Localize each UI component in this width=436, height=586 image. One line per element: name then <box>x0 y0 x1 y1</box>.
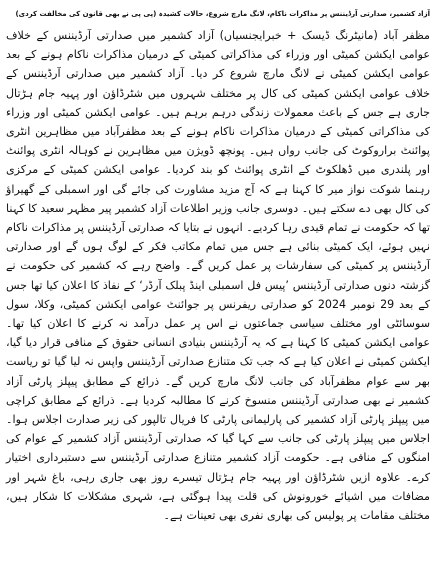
headline: آزاد کشمیر، صدارتی آرڈیننس پر مذاکرات ناکام، لانگ مارچ شروع، حالات کشیدہ (پی پی نے بھی قانون کی مخالفت کردی) <box>15 10 430 18</box>
article-text: مظفر آباد (مانیٹرنگ ڈیسک + خبرایجنسیاں) آزاد کشمیر میں صدارتی آرڈیننس کے خلاف عوامی ایکشن کمیٹی اور وزراء کی مذاکراتی کمیٹی کے درمیان مذاکرات ناکام ہونے کے بعد عوامی ایکشن کمیٹی نے لانگ مارچ شروع کر دیا۔ آزاد کشمیر میں صدارتی آرڈیننس کے خلاف عوامی ایکشن کمیٹی کی کال پر مختلف شہروں میں شٹرڈاؤن اور پہیہ جام ہڑتال جاری ہے جس کے باعث معمولات زندگی درہم برہم ہیں۔ عوامی ایکشن کمیٹی اور وزراء کی مذاکراتی کمیٹی کے درمیان مذاکرات ناکام ہونے کے بعد مظفرآباد میں مظاہرین انٹری پوائنٹ براروکوٹ کی جانب رواں ہیں۔ پونچھ ڈویژن میں مظاہرین نے کوہالہ انٹری پوائنٹ اور پلندری میں ڈھلکوٹ کے انٹری پوائنٹ کو بند کردیا۔ عوامی ایکشن کمیٹی کے مرکزی رہنما شوکت نواز میر کا کہنا ہے کہ آج مزید مشاورت کی جائے گی اور اسمبلی کے گھیراؤ کی کال بھی دے سکتے ہیں۔ دوسری جانب وزیر اطلاعات آزاد کشمیر پیر مظہر سعید کا کہنا تھا کہ حکومت نے تمام قیدی رہا کردیے۔ انہوں نے بتایا کہ صدارتی آرڈیننس پر مذاکرات ناکام نہیں ہوئے، ایک کمیٹی بنائی ہے جس میں تمام مکاتب فکر کے لوگ ہوں گے اور صدارتی آرڈیننس پر کمیٹی کی سفارشات پر عمل کریں گے۔ واضح رہے کہ کشمیر کی حکومت نے گزشتہ دنوں صدارتی آرڈیننس ’پیس فل اسمبلی اینڈ پبلک آرڈر‘ کے نفاذ کا اعلان کیا تھا جس کے بعد 29 نومبر 2024 کو صدارتی ریفرنس پر جوائنٹ عوامی ایکشن کمیٹی، وکلا، سول سوسائٹی اور مختلف سیاسی جماعتوں نے اس پر عمل درآمد نہ کرنے کا اعلان کیا تھا۔ عوامی ایکشن کمیٹی کا کہنا ہے کہ یہ آرڈیننس بنیادی انسانی حقوق کے منافی قرار دیا گیا، ایکشن کمیٹی نے اعلان کیا ہے کہ جب تک متنازع صدارتی آرڈیننس واپس نہ لیا گیا تو ریاست بھر سے عوام مظفرآباد کی جانب لانگ مارچ کریں گے۔ ذرائع کے مطابق پیپلز پارٹی آزاد کشمیر نے بھی صدارتی آرڈیننس منسوخ کرنے کا مطالبہ کردیا ہے۔ ذرائع کے مطابق کراچی میں پیپلز پارٹی آزاد کشمیر کی پارلیمانی پارٹی کا فریال تالپور کی زیر صدارت اجلاس ہوا۔ اجلاس میں پیپلز پارٹی کی جانب سے کہا گیا کہ صدارتی آرڈیننس آزاد کشمیر کے عوام کی امنگوں کے منافی ہے۔ حکومت آزاد کشمیر متنازع صدارتی آرڈیننس سے دستبرداری اختیار کرے۔ علاوہ ازیں شٹرڈاؤن اور پہیہ جام ہڑتال تیسرے روز بھی جاری رہی، باغ شہر اور مضافات میں اشیائے خورونوش کی قلت پیدا ہوگئی ہے، شہری مشکلات کا شکار ہیں، مختلف مقامات پر پولیس کی بھاری نفری بھی تعینات ہے۔ <box>5 29 430 523</box>
article-body <box>6 26 430 525</box>
